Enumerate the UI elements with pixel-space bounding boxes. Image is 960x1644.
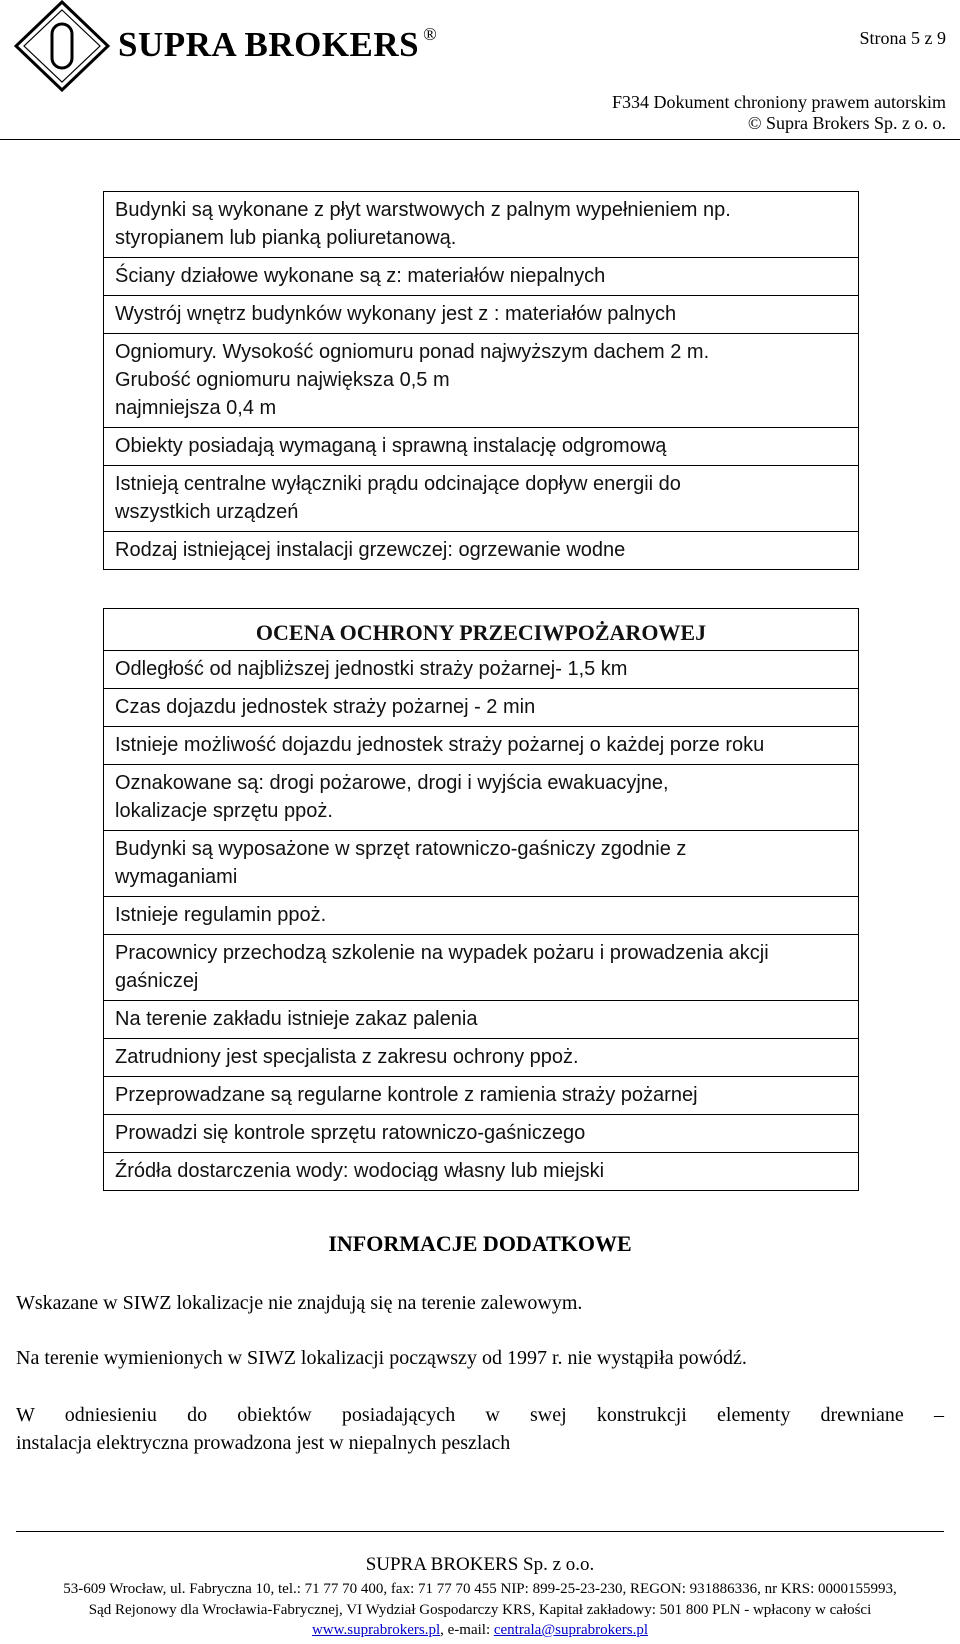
table-row [104, 192, 859, 258]
table-cell [104, 831, 859, 897]
cell-line: gaśniczej [115, 970, 199, 992]
cell-line: Grubość ogniomuru największa 0,5 m [115, 369, 450, 391]
company-logo [14, 0, 110, 92]
table-cell [104, 897, 859, 935]
paragraph-line: instalacja elektryczna prowadzona jest w niepalnych peszlach [16, 1432, 511, 1454]
table-cell [104, 1153, 859, 1191]
fire-protection-table [103, 608, 859, 1191]
page-number: Strona 5 z 9 [859, 28, 946, 48]
building-construction-table [103, 191, 859, 570]
fire-protection-title: OCENA OCHRONY PRZECIWPOŻAROWEJ [104, 609, 859, 651]
table-row [104, 1001, 859, 1039]
section-title-additional-info: INFORMACJE DODATKOWE [328, 1231, 632, 1256]
table-row [104, 1115, 859, 1153]
website-link[interactable]: www.suprabrokers.pl [311, 1622, 441, 1638]
table-row [104, 689, 859, 727]
table-cell [104, 1077, 859, 1115]
table-row [104, 1077, 859, 1115]
table-cell [104, 1001, 859, 1039]
email-label: , e-mail: [440, 1622, 494, 1638]
cell-line: najmniejsza 0,4 m [115, 397, 277, 419]
table-cell [104, 689, 859, 727]
table-row [104, 765, 859, 831]
cell-line: Źródła dostarczenia wody: wodociąg własny lub miejski [115, 1160, 605, 1182]
cell-line: Ściany działowe wykonane są z: materiałów niepalnych [115, 265, 606, 287]
cell-line: Obiekty posiadają wymaganą i sprawną instalację odgromową [115, 435, 667, 457]
cell-line: Rodzaj istniejącej instalacji grzewczej: ogrzewanie wodne [115, 539, 626, 561]
table-row [104, 651, 859, 689]
cell-line: Istnieją centralne wyłączniki prądu odcinające dopływ energii do [115, 473, 681, 495]
cell-line: styropianem lub pianką poliuretanową. [115, 227, 457, 249]
cell-line: Budynki są wyposażone w sprzęt ratowniczo-gaśniczy zgodnie z [115, 838, 687, 860]
table-cell [104, 428, 859, 466]
table-cell [104, 334, 859, 428]
footer-divider [16, 1531, 944, 1532]
table-cell [104, 727, 859, 765]
cell-line: Przeprowadzane są regularne kontrole z ramienia straży pożarnej [115, 1084, 698, 1106]
copyright-note [612, 92, 946, 134]
paragraph-flood-zone: Wskazane w SIWZ lokalizacje nie znajdują się na terenie zalewowym. [16, 1292, 583, 1314]
table-row [104, 532, 859, 570]
table-row [104, 334, 859, 428]
cell-line: wymaganiami [115, 866, 238, 888]
table-cell [104, 765, 859, 831]
table-cell [104, 258, 859, 296]
cell-line: lokalizacje sprzętu ppoż. [115, 800, 333, 822]
cell-line: Pracownicy przechodzą szkolenie na wypadek pożaru i prowadzenia akcji [115, 942, 769, 964]
table-row [104, 466, 859, 532]
email-link[interactable]: centrala@suprabrokers.pl [493, 1622, 649, 1638]
table-row [104, 1039, 859, 1077]
cell-line: Wystrój wnętrz budynków wykonany jest z : materiałów palnych [115, 303, 677, 325]
footer-contact [0, 1622, 960, 1639]
cell-line: Istnieje regulamin ppoż. [115, 904, 327, 926]
table-row [104, 935, 859, 1001]
cell-line: Prowadzi się kontrole sprzętu ratowniczo-gaśniczego [115, 1122, 586, 1144]
table-cell [104, 1039, 859, 1077]
cell-line: Istnieje możliwość dojazdu jednostek straży pożarnej o każdej porze roku [115, 734, 765, 756]
table-cell [104, 935, 859, 1001]
cell-line: Odległość od najbliższej jednostki straży pożarnej- 1,5 km [115, 658, 628, 680]
footer-company-name: SUPRA BROKERS Sp. z o.o. [365, 1554, 595, 1575]
table-cell [104, 651, 859, 689]
table-row [104, 428, 859, 466]
table-row [104, 258, 859, 296]
paragraph-line: W odniesieniu do obiektów posiadających w swej konstrukcji elementy drewniane – [16, 1404, 944, 1426]
table-cell [104, 192, 859, 258]
cell-line: Ogniomury. Wysokość ogniomuru ponad najwyższym dachem 2 m. [115, 341, 710, 363]
table-cell [104, 466, 859, 532]
table-cell [104, 296, 859, 334]
table-cell [104, 532, 859, 570]
copyright-line-2: © Supra Brokers Sp. z o. o. [747, 113, 946, 133]
paragraph-flood-history: Na terenie wymienionych w SIWZ lokalizacji począwszy od 1997 r. nie wystąpiła powódź. [16, 1347, 747, 1369]
cell-line: Oznakowane są: drogi pożarowe, drogi i wyjścia ewakuacyjne, [115, 772, 669, 794]
cell-line: wszystkich urządzeń [115, 501, 299, 523]
table-row [104, 727, 859, 765]
paragraph-electrical-installation [16, 1401, 944, 1457]
header-divider [0, 139, 960, 140]
cell-line: Czas dojazdu jednostek straży pożarnej - 2 min [115, 696, 536, 718]
table-row [104, 831, 859, 897]
table-cell [104, 1115, 859, 1153]
copyright-line-1: F334 Dokument chroniony prawem autorskim [612, 92, 946, 112]
table-row [104, 296, 859, 334]
cell-line: Budynki są wykonane z płyt warstwowych z palnym wypełnieniem np. [115, 199, 731, 221]
brand-name: SUPRA BROKERS ® [118, 24, 438, 64]
table-row [104, 897, 859, 935]
footer-registry: Sąd Rejonowy dla Wrocławia-Fabrycznej, VI Wydział Gospodarczy KRS, Kapitał zakładowy: 501 800 PLN - wpłacony w całości [88, 1602, 872, 1618]
cell-line: Zatrudniony jest specjalista z zakresu ochrony ppoż. [115, 1046, 579, 1068]
footer-address: 53-609 Wrocław, ul. Fabryczna 10, tel.: 71 77 70 400, fax: 71 77 70 455 NIP: 899-25-23-230, REGON: 931886336, nr KRS: 0000155993, [63, 1581, 897, 1597]
table-header-row [104, 609, 859, 651]
table-row [104, 1153, 859, 1191]
cell-line: Na terenie zakładu istnieje zakaz palenia [115, 1008, 478, 1030]
